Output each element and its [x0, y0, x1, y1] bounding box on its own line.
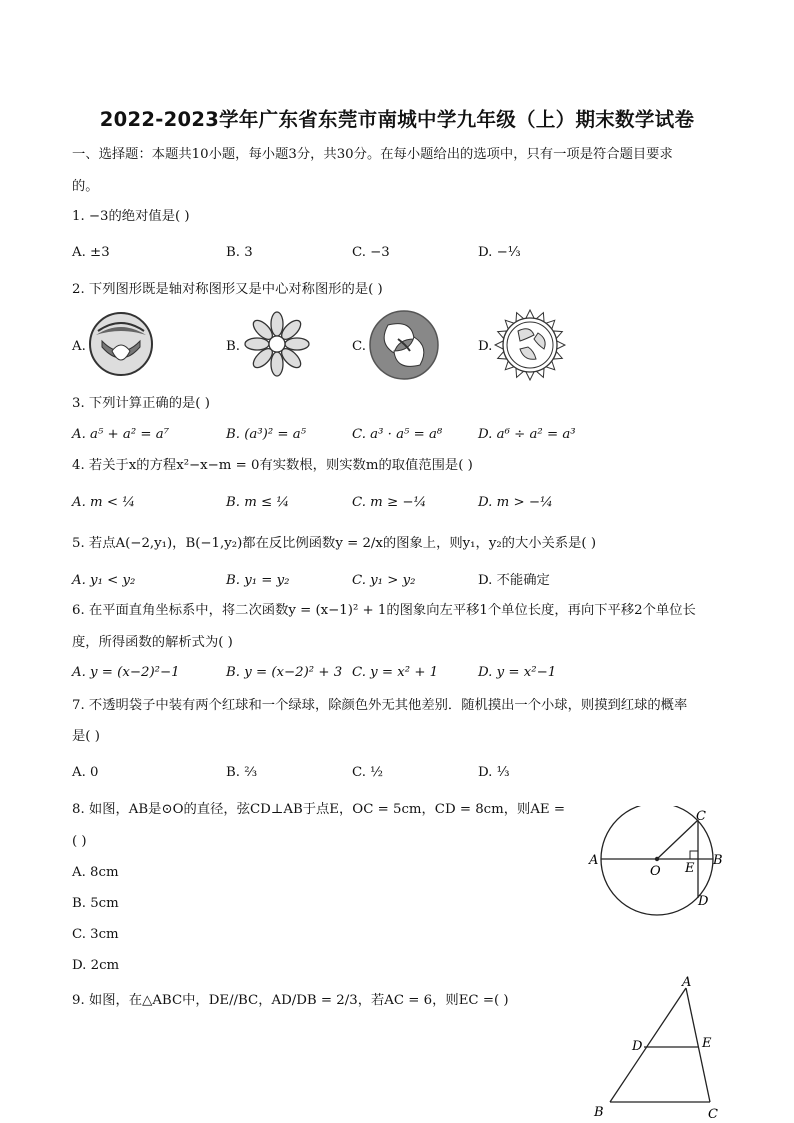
label-c: C: [708, 1107, 718, 1120]
label-a: A: [589, 853, 599, 868]
q5-stem: 5. 若点A(−2,y₁)，B(−1,y₂)都在反比例函数y = 2/x的图象上，则y₁，y₂的大小关系是( ): [72, 536, 597, 551]
q6-option-b: B. y = (x−2)² + 3: [226, 665, 343, 680]
label-e: E: [685, 861, 695, 876]
q1-option-d: D. −⅓: [478, 245, 521, 260]
q2-option-b: B.: [226, 339, 240, 354]
q3-option-d: D. a⁶ ÷ a² = a³: [478, 427, 576, 442]
q6-option-a: A. y = (x−2)²−1: [72, 665, 180, 680]
q9-triangle-diagram: [590, 970, 730, 1120]
q8-option-d: D. 2cm: [72, 958, 120, 973]
q6-option-c: C. y = x² + 1: [352, 665, 439, 680]
q2-option-d: D.: [478, 339, 493, 354]
q4-option-c: C. m ≥ −¼: [352, 495, 427, 510]
q1-option-c: C. −3: [352, 245, 390, 260]
q3-option-b: B. (a³)² = a⁵: [226, 427, 307, 442]
page-title: 2022-2023学年广东省东莞市南城中学九年级（上）期末数学试卷: [99, 108, 695, 131]
q5-option-a: A. y₁ < y₂: [72, 573, 136, 588]
q2-figure-d: [494, 309, 566, 381]
q3-stem: 3. 下列计算正确的是( ): [72, 396, 210, 411]
q6-option-d: D. y = x²−1: [478, 665, 557, 680]
q2-stem: 2. 下列图形既是轴对称图形又是中心对称图形的是( ): [72, 282, 383, 297]
q9-stem: 9. 如图，在△ABC中，DE//BC，AD/DB = 2/3，若AC = 6，则EC =( ): [72, 993, 509, 1008]
q4-option-d: D. m > −¼: [478, 495, 553, 510]
q2-figure-a: [88, 311, 154, 377]
q7-option-c: C. ½: [352, 765, 384, 780]
q5-option-c: C. y₁ > y₂: [352, 573, 416, 588]
q8-option-c: C. 3cm: [72, 927, 119, 942]
q1-option-a: A. ±3: [72, 245, 110, 260]
q8-stem-line2: ( ): [72, 834, 87, 849]
q6-stem-line1: 6. 在平面直角坐标系中，将二次函数y = (x−1)² + 1的图象向左平移1个单位长度，再向下平移2个单位长: [72, 603, 696, 618]
q3-option-a: A. a⁵ + a² = a⁷: [72, 427, 170, 442]
section-instructions-line2: 的。: [72, 179, 99, 194]
q2-figure-b: [244, 311, 310, 377]
q3-option-c: C. a³ · a⁵ = a⁸: [352, 427, 443, 442]
q5-option-d: D. 不能确定: [478, 573, 550, 588]
q7-stem-line2: 是( ): [72, 729, 100, 744]
q8-option-a: A. 8cm: [72, 865, 119, 880]
q5-option-b: B. y₁ = y₂: [226, 573, 290, 588]
q7-option-d: D. ⅓: [478, 765, 510, 780]
q7-option-b: B. ⅔: [226, 765, 258, 780]
q2-option-c: C.: [352, 339, 366, 354]
right-angle-mark: [690, 851, 698, 859]
q7-option-a: A. 0: [72, 765, 99, 780]
label-d: D: [698, 894, 709, 909]
q2-option-a: A.: [72, 339, 86, 354]
q4-stem: 4. 若关于x的方程x²−x−m = 0有实数根，则实数m的取值范围是( ): [72, 458, 473, 473]
label-b: B: [594, 1105, 604, 1120]
center-point: [655, 857, 659, 861]
q1-stem: 1. −3的绝对值是( ): [72, 209, 190, 224]
label-e: E: [702, 1036, 712, 1051]
label-o: O: [650, 864, 661, 879]
q8-circle-diagram: [586, 806, 726, 916]
label-c: C: [696, 809, 706, 824]
q8-stem-line1: 8. 如图，AB是⊙O的直径，弦CD⊥AB于点E，OC = 5cm，CD = 8cm，则AE =: [72, 802, 566, 817]
radius-oc: [657, 820, 698, 859]
q4-option-a: A. m < ¼: [72, 495, 136, 510]
q7-stem-line1: 7. 不透明袋子中装有两个红球和一个绿球，除颜色外无其他差别．随机摸出一个小球，则摸到红球的概率: [72, 698, 688, 713]
label-b: B: [713, 853, 723, 868]
side-ab: [610, 988, 686, 1102]
q2-figure-c: [368, 309, 440, 381]
section-instructions-line1: 一、选择题：本题共10小题，每小题3分，共30分。在每小题给出的选项中，只有一项是符合题目要求: [72, 147, 673, 162]
label-a: A: [682, 975, 692, 990]
label-d: D: [632, 1039, 643, 1054]
q4-option-b: B. m ≤ ¼: [226, 495, 290, 510]
q1-option-b: B. 3: [226, 245, 253, 260]
q8-option-b: B. 5cm: [72, 896, 119, 911]
q6-stem-line2: 度，所得函数的解析式为( ): [72, 635, 233, 650]
